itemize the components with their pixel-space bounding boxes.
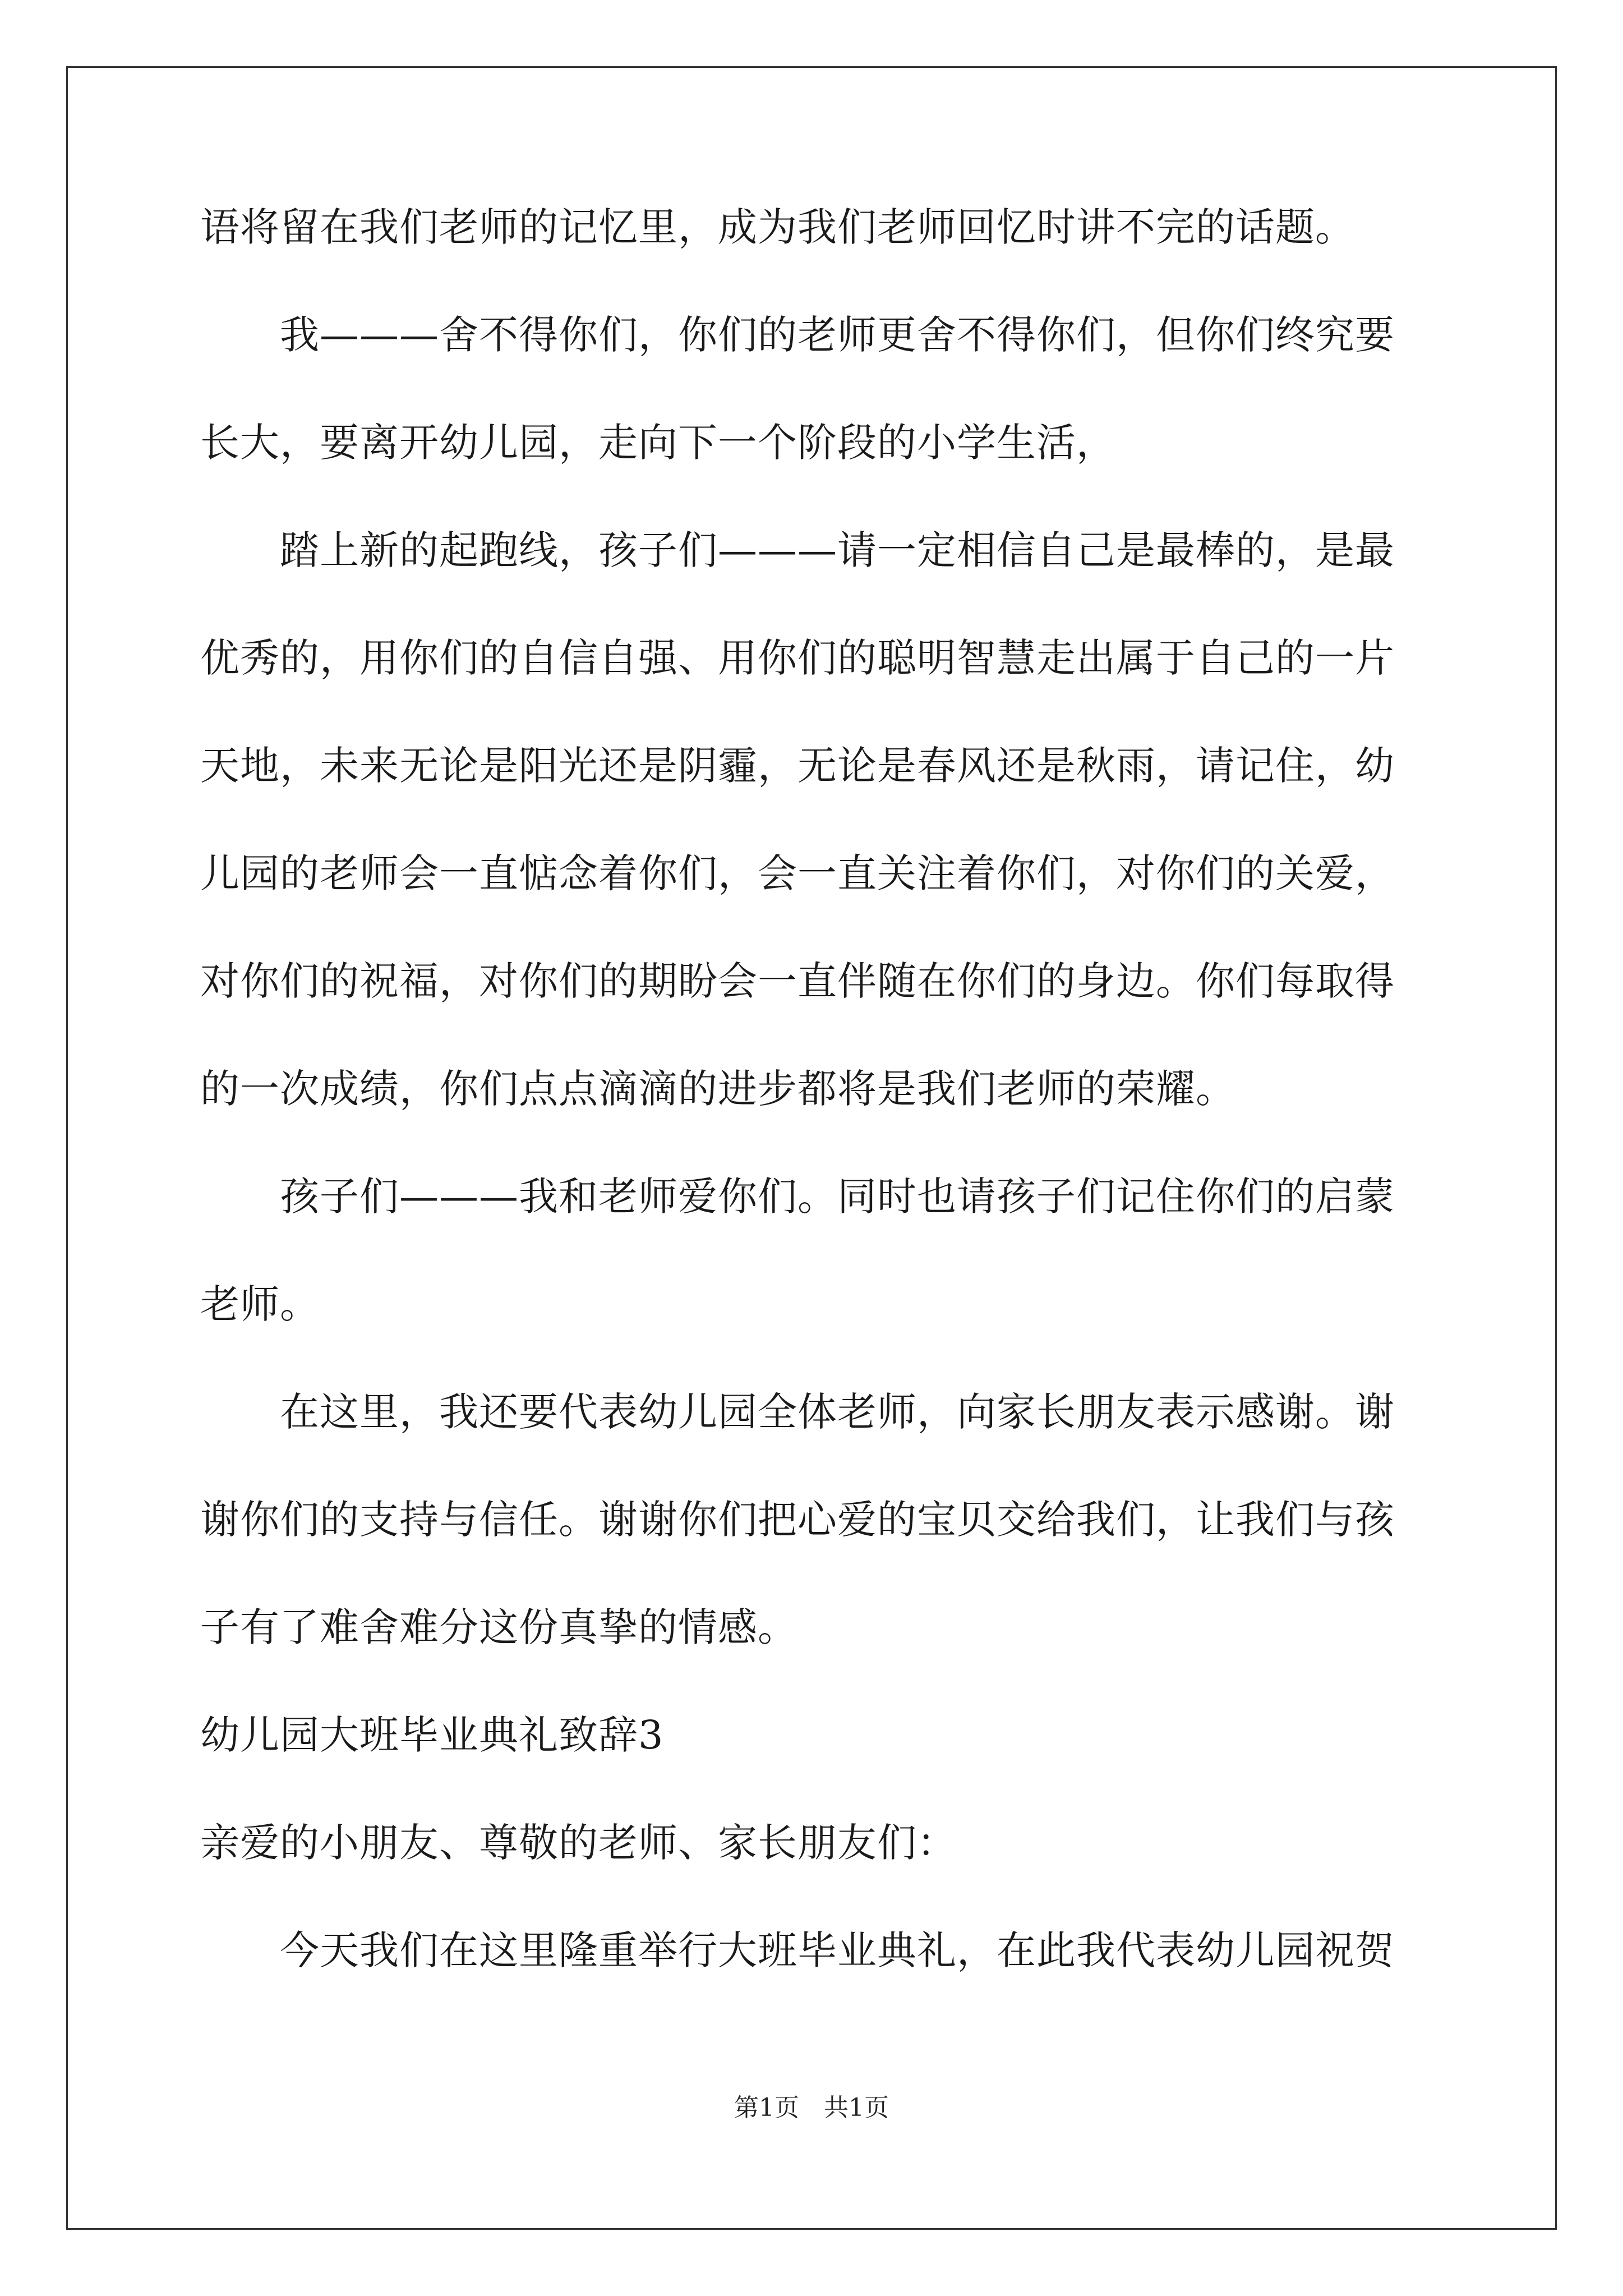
page-border (66, 66, 1557, 2230)
text-line: 子有了难舍难分这份真挚的情感。 (200, 1604, 797, 1650)
text-line: 天地，未来无论是阳光还是阴霾，无论是春风还是秋雨，请记住，幼 (200, 743, 1395, 789)
text-line: 语将留在我们老师的记忆里，成为我们老师回忆时讲不完的话题。 (200, 204, 1355, 250)
text-line: 老师。 (200, 1281, 320, 1327)
page-number-footer: 第1页 共1页 (734, 2093, 889, 2122)
text-line: 孩子们———我和老师爱你们。同时也请孩子们记住你们的启蒙 (200, 1174, 1395, 1220)
text-line: 今天我们在这里隆重举行大班毕业典礼，在此我代表幼儿园祝贺 (200, 1927, 1395, 1973)
text-line: 的一次成绩，你们点点滴滴的进步都将是我们老师的荣耀。 (200, 1066, 1235, 1112)
text-line: 踏上新的起跑线，孩子们———请一定相信自己是最棒的，是最 (200, 527, 1395, 573)
section-heading: 幼儿园大班毕业典礼致辞3 (200, 1712, 664, 1758)
text-line: 在这里，我还要代表幼儿园全体老师，向家长朋友表示感谢。谢 (200, 1389, 1395, 1435)
text-line: 对你们的祝福，对你们的期盼会一直伴随在你们的身边。你们每取得 (200, 958, 1395, 1004)
text-line: 儿园的老师会一直惦念着你们，会一直关注着你们，对你们的关爱， (200, 850, 1395, 896)
salutation: 亲爱的小朋友、尊敬的老师、家长朋友们： (200, 1820, 957, 1866)
text-line: 我———舍不得你们，你们的老师更舍不得你们，但你们终究要 (200, 312, 1395, 358)
text-line: 优秀的，用你们的自信自强、用你们的聪明智慧走出属于自己的一片 (200, 635, 1395, 681)
text-line: 长大，要离开幼儿园，走向下一个阶段的小学生活， (200, 420, 1116, 466)
text-line: 谢你们的支持与信任。谢谢你们把心爱的宝贝交给我们，让我们与孩 (200, 1497, 1395, 1543)
